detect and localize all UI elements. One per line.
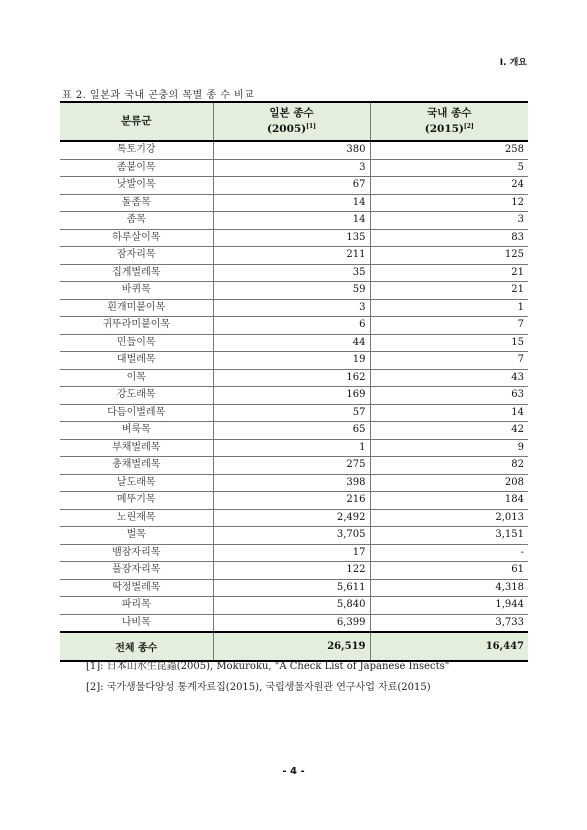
row-japan-count: 398 [213, 474, 370, 492]
row-category: 벌목 [60, 527, 213, 545]
table-row [60, 422, 528, 440]
row-korea-count: 12 [370, 194, 528, 212]
row-category: 낫발이목 [60, 177, 213, 195]
row-category: 딱정벌레목 [60, 579, 213, 597]
header-japan-line2: (2005) [266, 123, 307, 135]
header-korea-ref: [2] [463, 123, 474, 130]
section-header: I. 개요 [499, 58, 527, 68]
row-korea-count: 1,944 [370, 597, 528, 615]
row-korea-count: 5 [370, 159, 528, 177]
row-japan-count: 5,840 [213, 597, 370, 615]
row-category: 강도래목 [60, 387, 213, 405]
total-label: 전체 종수 [60, 632, 213, 661]
row-korea-count: - [370, 544, 528, 562]
row-japan-count: 135 [213, 229, 370, 247]
header-category-label: 분류군 [121, 115, 152, 127]
table-row [60, 439, 528, 457]
row-korea-count: 42 [370, 422, 528, 440]
table-row [60, 352, 528, 370]
row-japan-count: 3,705 [213, 527, 370, 545]
row-japan-count: 3 [213, 159, 370, 177]
row-japan-count: 2,492 [213, 509, 370, 527]
table-row [60, 299, 528, 317]
row-category: 다듬이벌레목 [60, 404, 213, 422]
row-korea-count: 82 [370, 457, 528, 475]
table-row [60, 492, 528, 510]
table-row [60, 212, 528, 230]
row-category: 이목 [60, 369, 213, 387]
row-japan-count: 14 [213, 212, 370, 230]
row-korea-count: 83 [370, 229, 528, 247]
row-japan-count: 122 [213, 562, 370, 580]
row-korea-count: 21 [370, 264, 528, 282]
table-row [60, 404, 528, 422]
table-row [60, 247, 528, 265]
total-japan: 26,519 [213, 632, 370, 661]
row-category: 민들이목 [60, 334, 213, 352]
row-category: 풀잠자리목 [60, 562, 213, 580]
total-korea: 16,447 [370, 632, 528, 661]
table-row [60, 141, 528, 159]
row-category: 좀목 [60, 212, 213, 230]
table-row [60, 579, 528, 597]
row-japan-count: 59 [213, 282, 370, 300]
row-japan-count: 17 [213, 544, 370, 562]
row-korea-count: 3,151 [370, 527, 528, 545]
header-korea-line2: (2015) [424, 123, 464, 135]
page-number: - 4 - [282, 766, 305, 777]
table-row [60, 194, 528, 212]
row-category: 톡토기강 [60, 141, 213, 159]
table-row [60, 387, 528, 405]
row-korea-count: 14 [370, 404, 528, 422]
row-category: 바퀴목 [60, 282, 213, 300]
header-japan-line1: 일본 종수 [269, 107, 314, 119]
table-row [60, 597, 528, 615]
header-japan-ref: [1] [306, 123, 317, 130]
row-japan-count: 216 [213, 492, 370, 510]
row-korea-count: 184 [370, 492, 528, 510]
row-category: 벼룩목 [60, 422, 213, 440]
row-korea-count: 9 [370, 439, 528, 457]
table-row [60, 457, 528, 475]
row-category: 대벌레목 [60, 352, 213, 370]
table-row [60, 282, 528, 300]
row-korea-count: 61 [370, 562, 528, 580]
row-category: 잠자리목 [60, 247, 213, 265]
row-japan-count: 211 [213, 247, 370, 265]
row-category: 집게벌레목 [60, 264, 213, 282]
row-japan-count: 5,611 [213, 579, 370, 597]
table-row [60, 527, 528, 545]
table-row [60, 474, 528, 492]
table-row [60, 509, 528, 527]
row-category: 흰개미붙이목 [60, 299, 213, 317]
row-korea-count: 21 [370, 282, 528, 300]
row-japan-count: 3 [213, 299, 370, 317]
table-row [60, 562, 528, 580]
header-japan [213, 102, 370, 141]
row-japan-count: 1 [213, 439, 370, 457]
row-category: 날도래목 [60, 474, 213, 492]
row-korea-count: 258 [370, 141, 528, 159]
row-category: 돌좀목 [60, 194, 213, 212]
table-row [60, 614, 528, 632]
row-category: 부채벌레목 [60, 439, 213, 457]
row-korea-count: 7 [370, 352, 528, 370]
row-japan-count: 44 [213, 334, 370, 352]
row-japan-count: 162 [213, 369, 370, 387]
header-category [60, 102, 213, 141]
row-korea-count: 125 [370, 247, 528, 265]
row-category: 파리목 [60, 597, 213, 615]
row-korea-count: 24 [370, 177, 528, 195]
row-korea-count: 2,013 [370, 509, 528, 527]
footnote-2: [2]: 국가생물다양성 통계자료집(2015), 국립생물자원관 연구사업 자료(2015) [86, 682, 431, 693]
row-japan-count: 380 [213, 141, 370, 159]
row-japan-count: 19 [213, 352, 370, 370]
row-category: 나비목 [60, 614, 213, 632]
table-row [60, 334, 528, 352]
row-category: 메뚜기목 [60, 492, 213, 510]
row-korea-count: 1 [370, 299, 528, 317]
header-korea-line1: 국내 종수 [427, 107, 472, 119]
row-korea-count: 208 [370, 474, 528, 492]
row-japan-count: 275 [213, 457, 370, 475]
row-japan-count: 14 [213, 194, 370, 212]
row-korea-count: 3 [370, 212, 528, 230]
table-caption: 표 2. 일본과 국내 곤충의 목별 종 수 비교 [62, 90, 255, 101]
table-body [60, 141, 528, 632]
row-category: 총채벌레목 [60, 457, 213, 475]
row-korea-count: 4,318 [370, 579, 528, 597]
table-row [60, 317, 528, 335]
table-row [60, 229, 528, 247]
row-japan-count: 67 [213, 177, 370, 195]
row-category: 좀붙이목 [60, 159, 213, 177]
table-header-row [60, 102, 528, 141]
table-row [60, 369, 528, 387]
row-japan-count: 169 [213, 387, 370, 405]
row-japan-count: 35 [213, 264, 370, 282]
row-korea-count: 3,733 [370, 614, 528, 632]
footnote-1: [1]: 日本山水生昆蟲(2005), Mokuroku, "A Check List of Japanese Insects" [86, 661, 450, 672]
species-count-table [60, 101, 528, 662]
table-row [60, 264, 528, 282]
row-category: 귀뚜라미붙이목 [60, 317, 213, 335]
row-category: 하루살이목 [60, 229, 213, 247]
row-category: 노린재목 [60, 509, 213, 527]
header-korea [370, 102, 528, 141]
table-row [60, 159, 528, 177]
table-row [60, 177, 528, 195]
row-korea-count: 43 [370, 369, 528, 387]
row-japan-count: 65 [213, 422, 370, 440]
row-japan-count: 6 [213, 317, 370, 335]
row-korea-count: 15 [370, 334, 528, 352]
row-korea-count: 7 [370, 317, 528, 335]
table-row [60, 544, 528, 562]
row-japan-count: 57 [213, 404, 370, 422]
row-category: 뱀잠자리목 [60, 544, 213, 562]
row-korea-count: 63 [370, 387, 528, 405]
row-japan-count: 6,399 [213, 614, 370, 632]
